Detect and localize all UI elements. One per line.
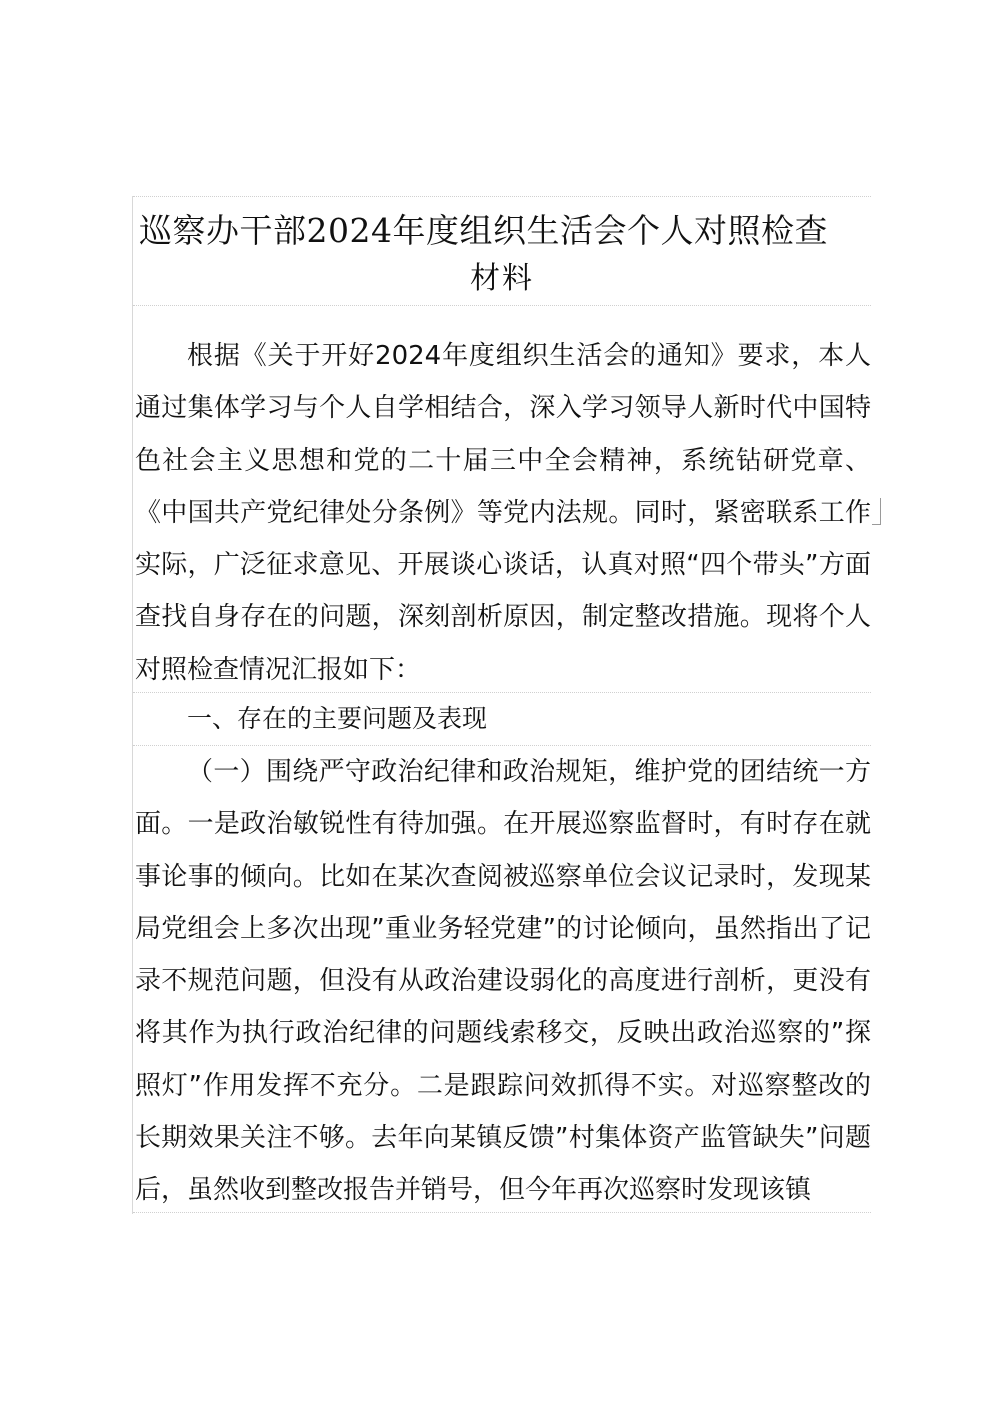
intro-paragraph: 根据《关于开好2024年度组织生活会的通知》要求，本人通过集体学习与个人自学相结合，深入学习领导人新时代中国特色社会主义思想和党的二十届三中全会精神，系统钻研党章、《中国共产党纪律处分条例》等党内法规。同时，紧密联系工作实际，广泛征求意见、开展谈心谈话，认真对照“四个带头”方面查找自身存在的问题，深刻剖析原因，制定整改措施。现将个人对照检查情况汇报如下： <box>135 341 871 685</box>
bottom-divider <box>133 1212 871 1213</box>
document-body <box>132 196 871 1214</box>
text-boundary-marker <box>872 498 881 525</box>
title-block <box>133 196 871 306</box>
section-heading <box>133 692 871 746</box>
section-heading-text: 一、存在的主要问题及表现 <box>187 704 488 733</box>
document-title: 巡察办干部2024年度组织生活会个人对照检查 <box>139 211 828 250</box>
section1-paragraph: （一）围绕严守政治纪律和政治规矩，维护党的团结统一方面。一是政治敏锐性有待加强。在开展巡察监督时，有时存在就事论事的倾向。比如在某次查阅被巡察单位会议记录时，发现某局党组会上多次出现”重业务轻党建”的讨论倾向，虽然指出了记录不规范问题，但没有从政治建设弱化的高度进行剖析，更没有将其作为执行政治纪律的问题线索移交，反映出政治巡察的”探照灯”作用发挥不充分。二是跟踪问效抓得不实。对巡察整改的长期效果关注不够。去年向某镇反馈”村集体资产监管缺失”问题后，虽然收到整改报告并销号，但今年再次巡察时发现该镇 <box>135 757 871 1206</box>
document-title-continued: 材料 <box>470 261 534 296</box>
